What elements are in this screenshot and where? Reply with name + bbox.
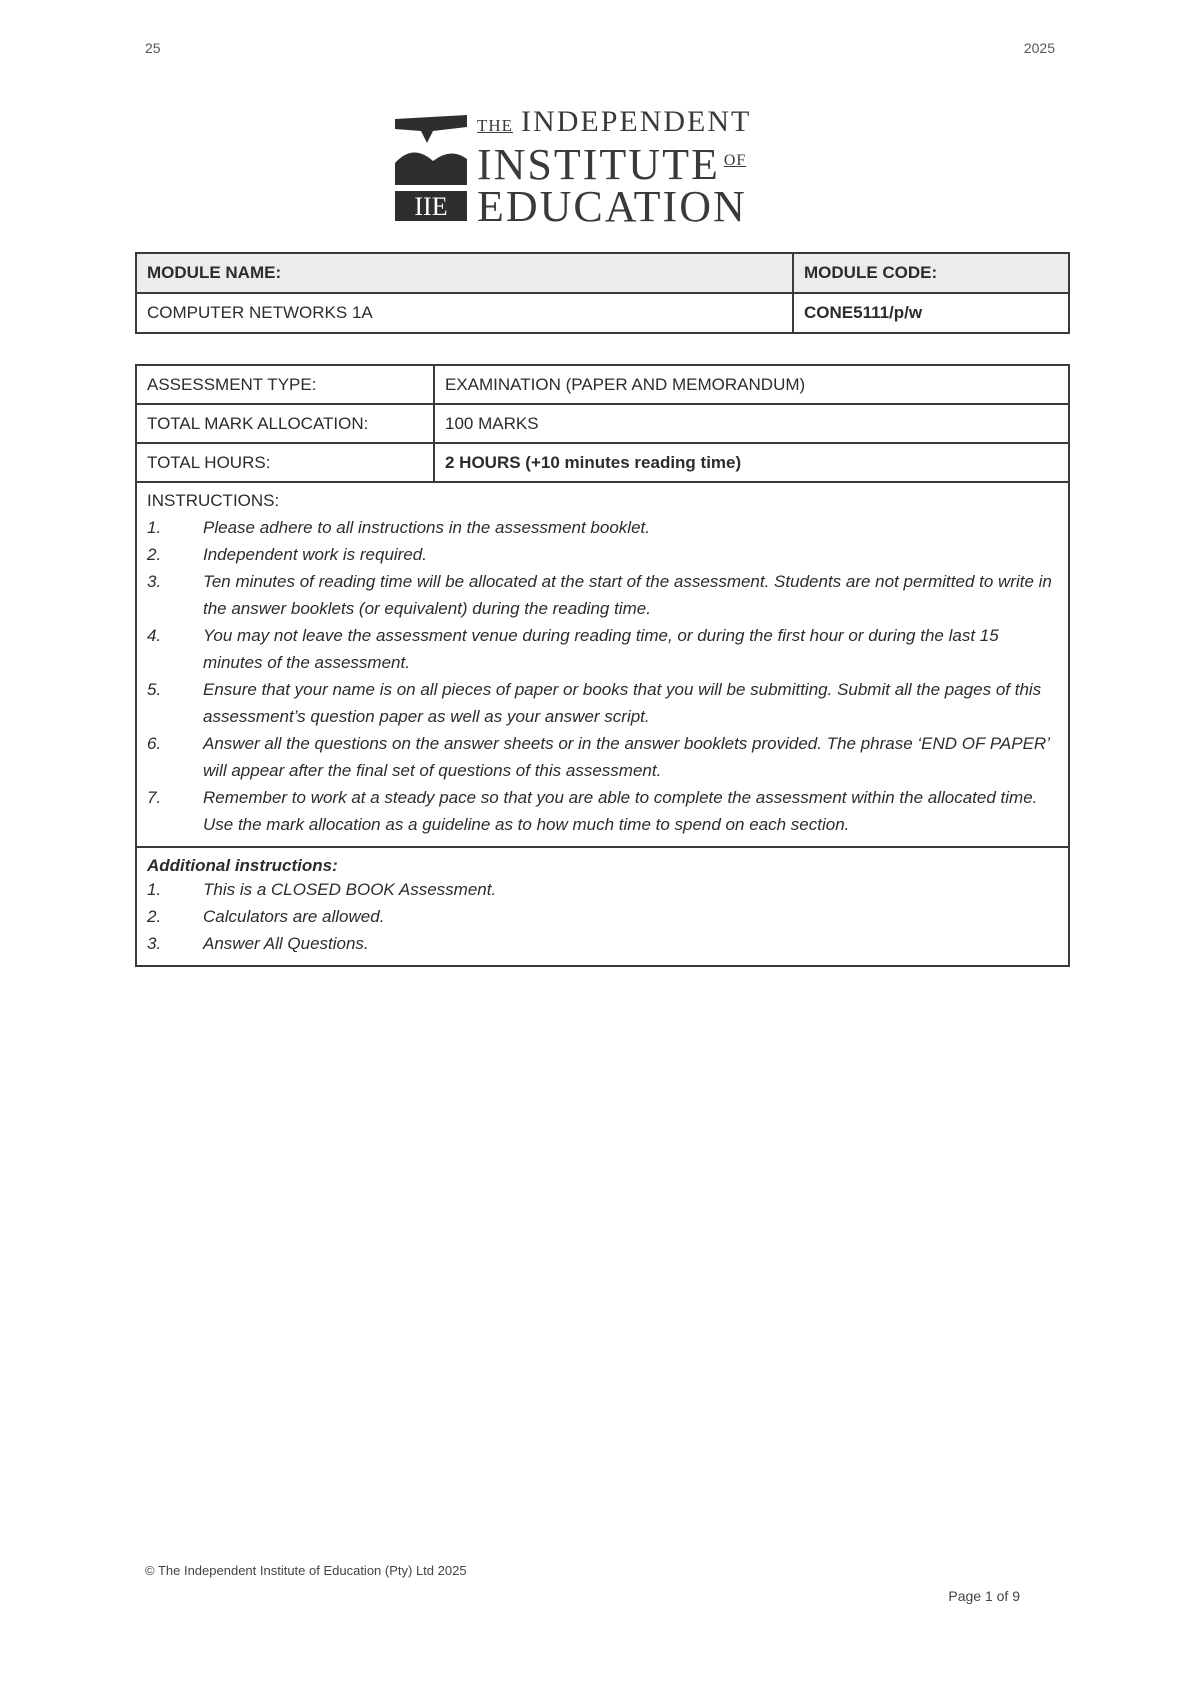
page-number: Page 1 of 9 <box>948 1588 1020 1604</box>
iie-logo-mark-icon <box>393 113 469 225</box>
iie-logo <box>393 105 813 231</box>
module-code-label: MODULE CODE: <box>793 253 1069 293</box>
module-name-value: COMPUTER NETWORKS 1A <box>136 293 793 333</box>
module-name-label: MODULE NAME: <box>136 253 793 293</box>
additional-instructions-title: Additional instructions: <box>147 856 338 875</box>
item-text: Answer all the questions on the answer sheets or in the answer booklets provided. The phrase ‘END OF PAPER’ will appear after the final set of questions of this assessment. <box>203 734 1050 780</box>
list-item <box>147 514 1058 541</box>
list-item <box>147 676 1058 730</box>
item-number: 2. <box>147 907 162 926</box>
list-item <box>147 730 1058 784</box>
item-number: 1. <box>147 518 162 537</box>
iie-badge-text: IIE <box>414 192 448 221</box>
item-number: 5. <box>147 680 162 699</box>
list-item <box>147 876 1058 903</box>
additional-instructions-list <box>147 876 1058 957</box>
list-item <box>147 568 1058 622</box>
list-item <box>147 541 1058 568</box>
item-text: This is a CLOSED BOOK Assessment. <box>203 880 497 899</box>
total-marks-label: TOTAL MARK ALLOCATION: <box>136 404 434 443</box>
item-text: Answer All Questions. <box>203 934 369 953</box>
list-item <box>147 622 1058 676</box>
logo-wordmark <box>477 105 752 231</box>
assessment-type-value: EXAMINATION (PAPER AND MEMORANDUM) <box>434 365 1069 404</box>
logo-the: THE <box>477 116 514 135</box>
item-number: 7. <box>147 788 162 807</box>
total-hours-value: 2 HOURS (+10 minutes reading time) <box>434 443 1069 482</box>
additional-instructions-section <box>136 847 1069 966</box>
item-text: Please adhere to all instructions in the assessment booklet. <box>203 518 650 537</box>
module-table <box>135 252 1070 334</box>
logo-line-independent: INDEPENDENT <box>521 105 752 138</box>
header-left-number: 25 <box>145 40 161 56</box>
item-number: 6. <box>147 734 162 753</box>
module-code-value: CONE5111/p/w <box>793 293 1069 333</box>
copyright-footer: © The Independent Institute of Education (Pty) Ltd 2025 <box>145 1563 467 1578</box>
list-item <box>147 784 1058 838</box>
logo-line-institute: INSTITUTE <box>477 140 720 189</box>
total-hours-label: TOTAL HOURS: <box>136 443 434 482</box>
logo-line-education: EDUCATION <box>477 182 747 231</box>
item-text: Ensure that your name is on all pieces of paper or books that you will be submitting. Submit all the pages of this assessment’s question paper as well as your answer script. <box>203 680 1042 726</box>
item-text: Ten minutes of reading time will be allocated at the start of the assessment. Students are not permitted to write in the answer booklets (or equivalent) during the reading time. <box>203 572 1052 618</box>
item-text: Remember to work at a steady pace so that you are able to complete the assessment within the allocated time. Use the mark allocation as a guideline as to how much time to spend on each section. <box>203 788 1038 834</box>
logo-of: OF <box>723 152 747 169</box>
assessment-table <box>135 364 1070 967</box>
header-year: 2025 <box>1023 40 1055 56</box>
list-item <box>147 903 1058 930</box>
list-item <box>147 930 1058 957</box>
instructions-section <box>136 482 1069 847</box>
item-number: 4. <box>147 626 162 645</box>
instructions-title: INSTRUCTIONS: <box>147 491 280 510</box>
item-number: 2. <box>147 545 162 564</box>
item-number: 3. <box>147 572 162 591</box>
total-marks-value: 100 MARKS <box>434 404 1069 443</box>
item-text: Calculators are allowed. <box>203 907 385 926</box>
item-number: 1. <box>147 880 162 899</box>
item-text: You may not leave the assessment venue during reading time, or during the first hour or during the last 15 minutes of the assessment. <box>203 626 999 672</box>
assessment-type-label: ASSESSMENT TYPE: <box>136 365 434 404</box>
item-text: Independent work is required. <box>203 545 427 564</box>
item-number: 3. <box>147 934 162 953</box>
instructions-list <box>147 514 1058 838</box>
